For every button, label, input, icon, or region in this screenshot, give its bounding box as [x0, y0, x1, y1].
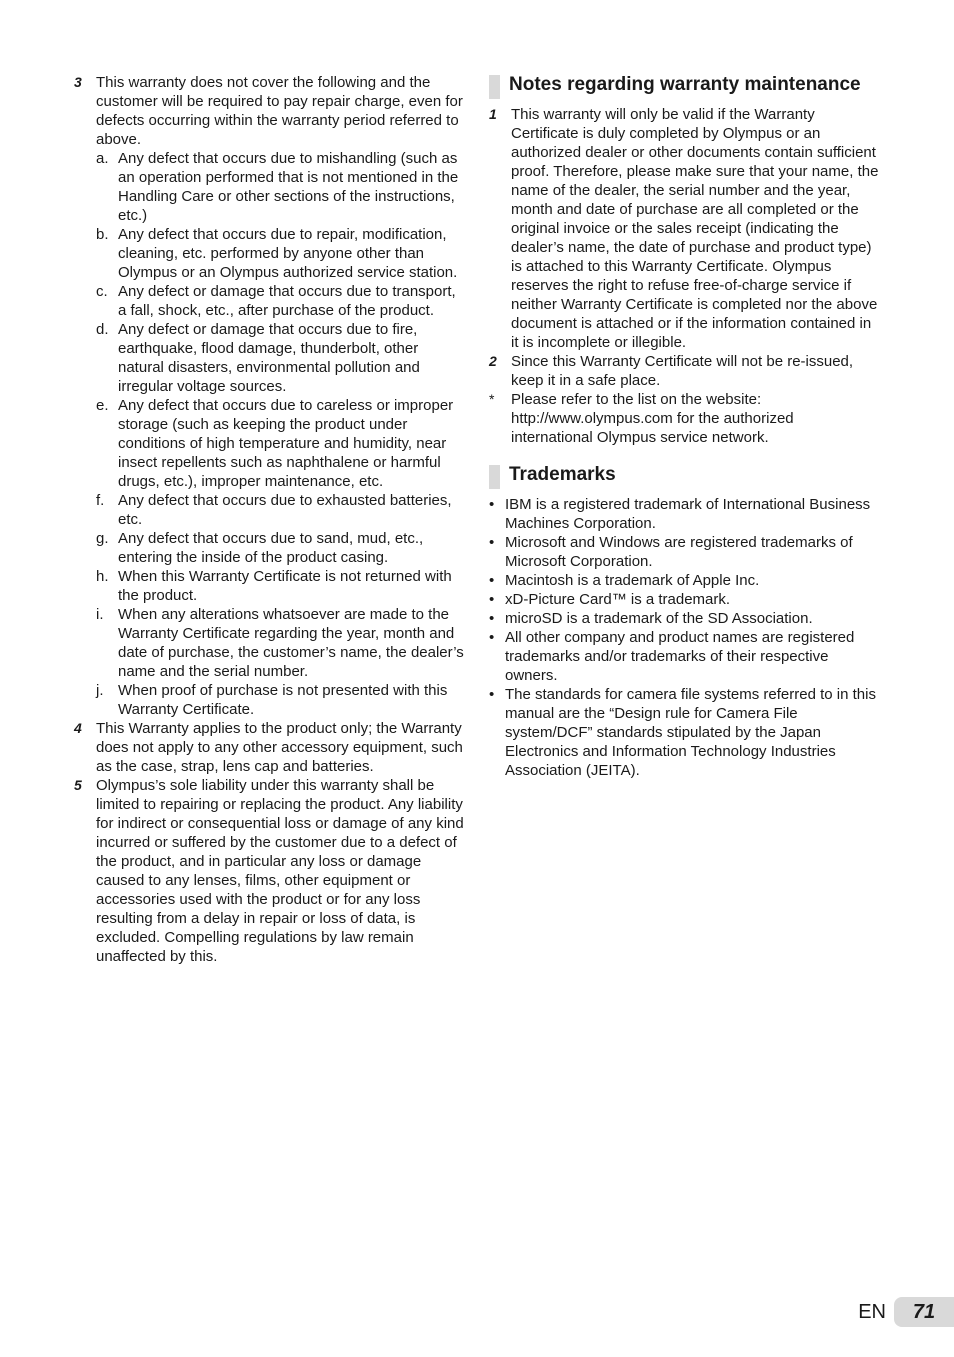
sub-text: Any defect that occurs due to careless or improper storage (such as keeping the product under conditions of high temperature and humidity, near insect repellents such as naphthalene or harmful drugs, etc.), improper maintenance, etc.	[118, 397, 454, 490]
sub-item-b	[96, 225, 466, 282]
language-label: EN	[858, 1300, 886, 1323]
trademark-item	[489, 628, 879, 685]
sub-text: Any defect that occurs due to exhausted batteries, etc.	[118, 492, 452, 528]
item-text: This warranty will only be valid if the Warranty Certificate is duly completed by Olympus or an authorized dealer or other documents contain sufficient proof. Therefore, please make sure that your name, the name of the dealer, the serial number and the year, month and date of purchase are all completed or the original invoice or the sales receipt (indicating the dealer’s name, the date of purchase and product type) is attached to this Warranty Certificate. Olympus reserves the right to refuse free-of-charge service if neither Warranty Certificate is completed nor the above document is attached or if the information contained in it is incomplete or illegible.	[511, 106, 879, 351]
item-text: Please refer to the list on the website: http://www.olympus.com for the authorized international Olympus service network.	[511, 391, 794, 446]
notes-heading-text: Notes regarding warranty maintenance	[509, 74, 861, 95]
trademarks-heading-text: Trademarks	[509, 464, 616, 485]
item-number: *	[489, 391, 495, 407]
sub-item-a	[96, 149, 466, 225]
sub-item-i	[96, 605, 466, 681]
trademark-text: microSD is a trademark of the SD Association.	[505, 610, 813, 627]
warranty-item-3	[74, 73, 466, 719]
trademark-item	[489, 609, 879, 628]
trademark-text: IBM is a registered trademark of International Business Machines Corporation.	[505, 496, 871, 532]
bullet-icon: •	[489, 591, 495, 608]
item-number: 1	[489, 106, 497, 122]
sub-item-d	[96, 320, 466, 396]
sub-letter: g.	[96, 530, 109, 547]
trademark-item	[489, 685, 879, 780]
sub-text: Any defect that occurs due to repair, modification, cleaning, etc. performed by anyone other than Olympus or an Olympus authorized service station.	[118, 226, 458, 281]
notes-heading	[489, 73, 879, 97]
trademark-text: Microsoft and Windows are registered trademarks of Microsoft Corporation.	[505, 534, 853, 570]
sub-text: When any alterations whatsoever are made to the Warranty Certificate regarding the year, month and date of purchase, the customer’s name, the dealer’s name and the serial number.	[118, 606, 464, 680]
bullet-icon: •	[489, 610, 495, 627]
item-number: 5	[74, 777, 82, 793]
sub-letter: j.	[96, 682, 104, 699]
item-text: This warranty does not cover the following and the customer will be required to pay repair charge, even for defects occurring within the warranty period referred to above.	[96, 74, 463, 148]
sub-item-h	[96, 567, 466, 605]
warranty-list	[74, 73, 466, 966]
sub-letter: f.	[96, 492, 105, 509]
sub-letter: c.	[96, 283, 108, 300]
sub-text: Any defect that occurs due to mishandling (such as an operation performed that is not mentioned in the Handling Care or other sections of the instructions, etc.)	[118, 150, 459, 224]
item-number: 2	[489, 353, 497, 369]
sub-item-j	[96, 681, 466, 719]
heading-bar	[489, 465, 500, 489]
sub-item-g	[96, 529, 466, 567]
note-item-1	[489, 105, 879, 352]
item-number: 4	[74, 720, 82, 736]
bullet-icon: •	[489, 572, 495, 589]
exclusion-sublist	[96, 149, 466, 719]
warranty-item-5	[74, 776, 466, 966]
sub-text: When this Warranty Certificate is not returned with the product.	[118, 568, 452, 604]
trademark-text: All other company and product names are registered trademarks and/or trademarks of their respective owners.	[505, 629, 855, 684]
bullet-icon: •	[489, 534, 495, 551]
sub-item-f	[96, 491, 466, 529]
sub-letter: a.	[96, 150, 109, 167]
bullet-icon: •	[489, 496, 495, 513]
sub-text: Any defect or damage that occurs due to transport, a fall, shock, etc., after purchase of the product.	[118, 283, 456, 319]
sub-letter: e.	[96, 397, 109, 414]
page-footer	[858, 1297, 954, 1327]
sub-item-c	[96, 282, 466, 320]
left-column	[74, 73, 466, 966]
right-column	[489, 73, 879, 780]
sub-letter: h.	[96, 568, 109, 585]
note-item-asterisk	[489, 390, 879, 447]
trademarks-heading	[489, 463, 879, 487]
page-number: 71	[894, 1297, 954, 1327]
trademark-item	[489, 571, 879, 590]
item-text: Olympus’s sole liability under this warranty shall be limited to repairing or replacing the product. Any liability for indirect or consequential loss or damage of any kind incurred or suffered by the customer due to a defect of the product, and in particular any loss or damage caused to any lenses, films, other equipment or accessories used with the product or for any loss resulting from a delay in repair or loss of data, is excluded. Compelling regulations by law remain unaffected by this.	[96, 777, 464, 965]
trademark-item	[489, 590, 879, 609]
trademark-item	[489, 533, 879, 571]
heading-bar	[489, 75, 500, 99]
warranty-item-4	[74, 719, 466, 776]
sub-letter: i.	[96, 606, 104, 623]
sub-letter: b.	[96, 226, 109, 243]
trademark-text: The standards for camera file systems referred to in this manual are the “Design rule for Camera File system/DCF” standards stipulated by the Japan Electronics and Information Technology Industries Association (JEITA).	[505, 686, 876, 779]
trademark-text: Macintosh is a trademark of Apple Inc.	[505, 572, 760, 589]
bullet-icon: •	[489, 686, 495, 703]
sub-text: When proof of purchase is not presented with this Warranty Certificate.	[118, 682, 448, 718]
trademarks-list	[489, 495, 879, 780]
sub-letter: d.	[96, 321, 109, 338]
sub-item-e	[96, 396, 466, 491]
note-item-2	[489, 352, 879, 390]
trademark-item	[489, 495, 879, 533]
sub-text: Any defect that occurs due to sand, mud, etc., entering the inside of the product casing.	[118, 530, 424, 566]
trademark-text: xD-Picture Card™ is a trademark.	[505, 591, 731, 608]
bullet-icon: •	[489, 629, 495, 646]
notes-list	[489, 105, 879, 447]
item-text: Since this Warranty Certificate will not be re-issued, keep it in a safe place.	[511, 353, 854, 389]
item-number: 3	[74, 74, 82, 90]
item-text: This Warranty applies to the product only; the Warranty does not apply to any other accessory equipment, such as the case, strap, lens cap and batteries.	[96, 720, 463, 775]
sub-text: Any defect or damage that occurs due to fire, earthquake, flood damage, thunderbolt, other natural disasters, environmental pollution and irregular voltage sources.	[118, 321, 420, 395]
